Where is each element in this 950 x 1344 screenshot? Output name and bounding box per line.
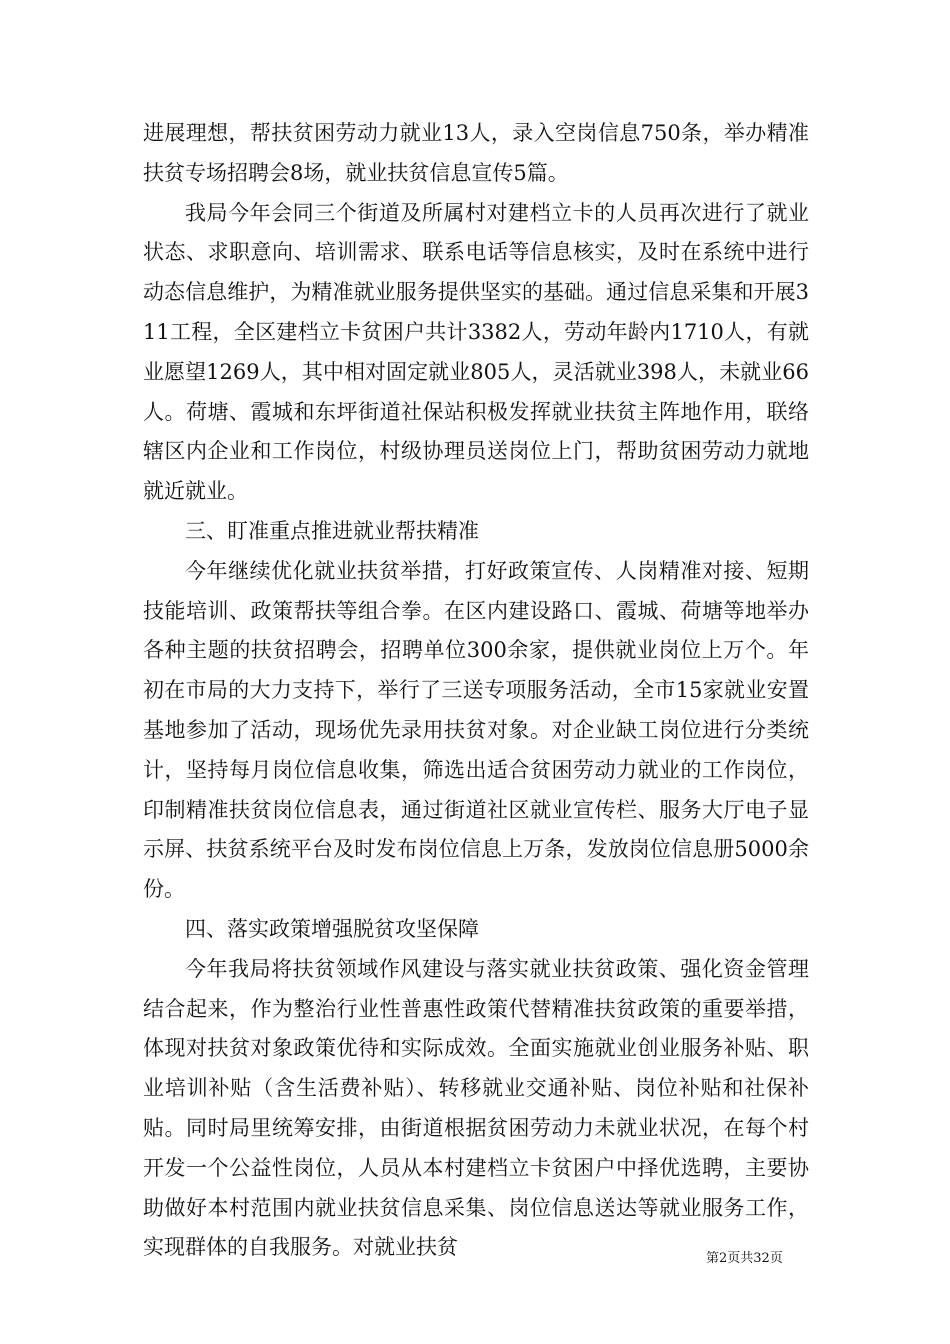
paragraph-intro: 进展理想，帮扶贫困劳动力就业13人，录入空岗信息750条，举办精准扶贫专场招聘会8场，就业扶贫信息宣传5篇。 (143, 121, 809, 185)
section-heading-3: 三、盯准重点推进就业帮扶精准 (185, 518, 479, 543)
page-number: 第2页共32页 (706, 1251, 783, 1266)
paragraph-employment-assistance: 今年继续优化就业扶贫举措，打好政策宣传、人岗精准对接、短期技能培训、政策帮扶等组合拳。在区内建设路口、霞城、荷塘等地举办各种主题的扶贫招聘会，招聘单位300余家，提供就业岗位上万个。年初在市局的大力支持下，举行了三送专项服务活动，全市15家就业安置基地参加了活动，现场优先录用扶贫对象。对企业缺工岗位进行分类统计，坚持每月岗位信息收集，筛选出适合贫困劳动力就业的工作岗位，印制精准扶贫岗位信息表，通过街道社区就业宣传栏、服务大厅电子显示屏、扶贫系统平台及时发布岗位信息上万条，发放岗位信息册5000余份。 (143, 558, 809, 902)
document-body (143, 114, 809, 1268)
paragraph-info-verification: 我局今年会同三个街道及所属村对建档立卡的人员再次进行了就业状态、求职意向、培训需求、联系电话等信息核实，及时在系统中进行动态信息维护，为精准就业服务提供坚实的基础。通过信息采集和开展311工程，全区建档立卡贫困户共计3382人，劳动年龄内1710人，有就业愿望1269人，其中相对固定就业805人，灵活就业398人，未就业66人。荷塘、霞城和东坪街道社保站积极发挥就业扶贫主阵地作用，联络辖区内企业和工作岗位，村级协理员送岗位上门，帮助贫困劳动力就地就近就业。 (143, 200, 809, 504)
section-heading-4: 四、落实政策增强脱贫攻坚保障 (185, 916, 479, 941)
paragraph-policy-implementation: 今年我局将扶贫领域作风建设与落实就业扶贫政策、强化资金管理结合起来，作为整治行业性普惠性政策代替精准扶贫政策的重要举措，体现对扶贫对象政策优待和实际成效。全面实施就业创业服务补贴、职业培训补贴（含生活费补贴）、转移就业交通补贴、岗位补贴和社保补贴。同时局里统筹安排，由街道根据贫困劳动力未就业状况，在每个村开发一个公益性岗位，人员从本村建档立卡贫困户中择优选聘，主要协助做好本村范围内就业扶贫信息采集、岗位信息送达等就业服务工作，实现群体的自我服务。对就业扶贫 (143, 956, 809, 1260)
